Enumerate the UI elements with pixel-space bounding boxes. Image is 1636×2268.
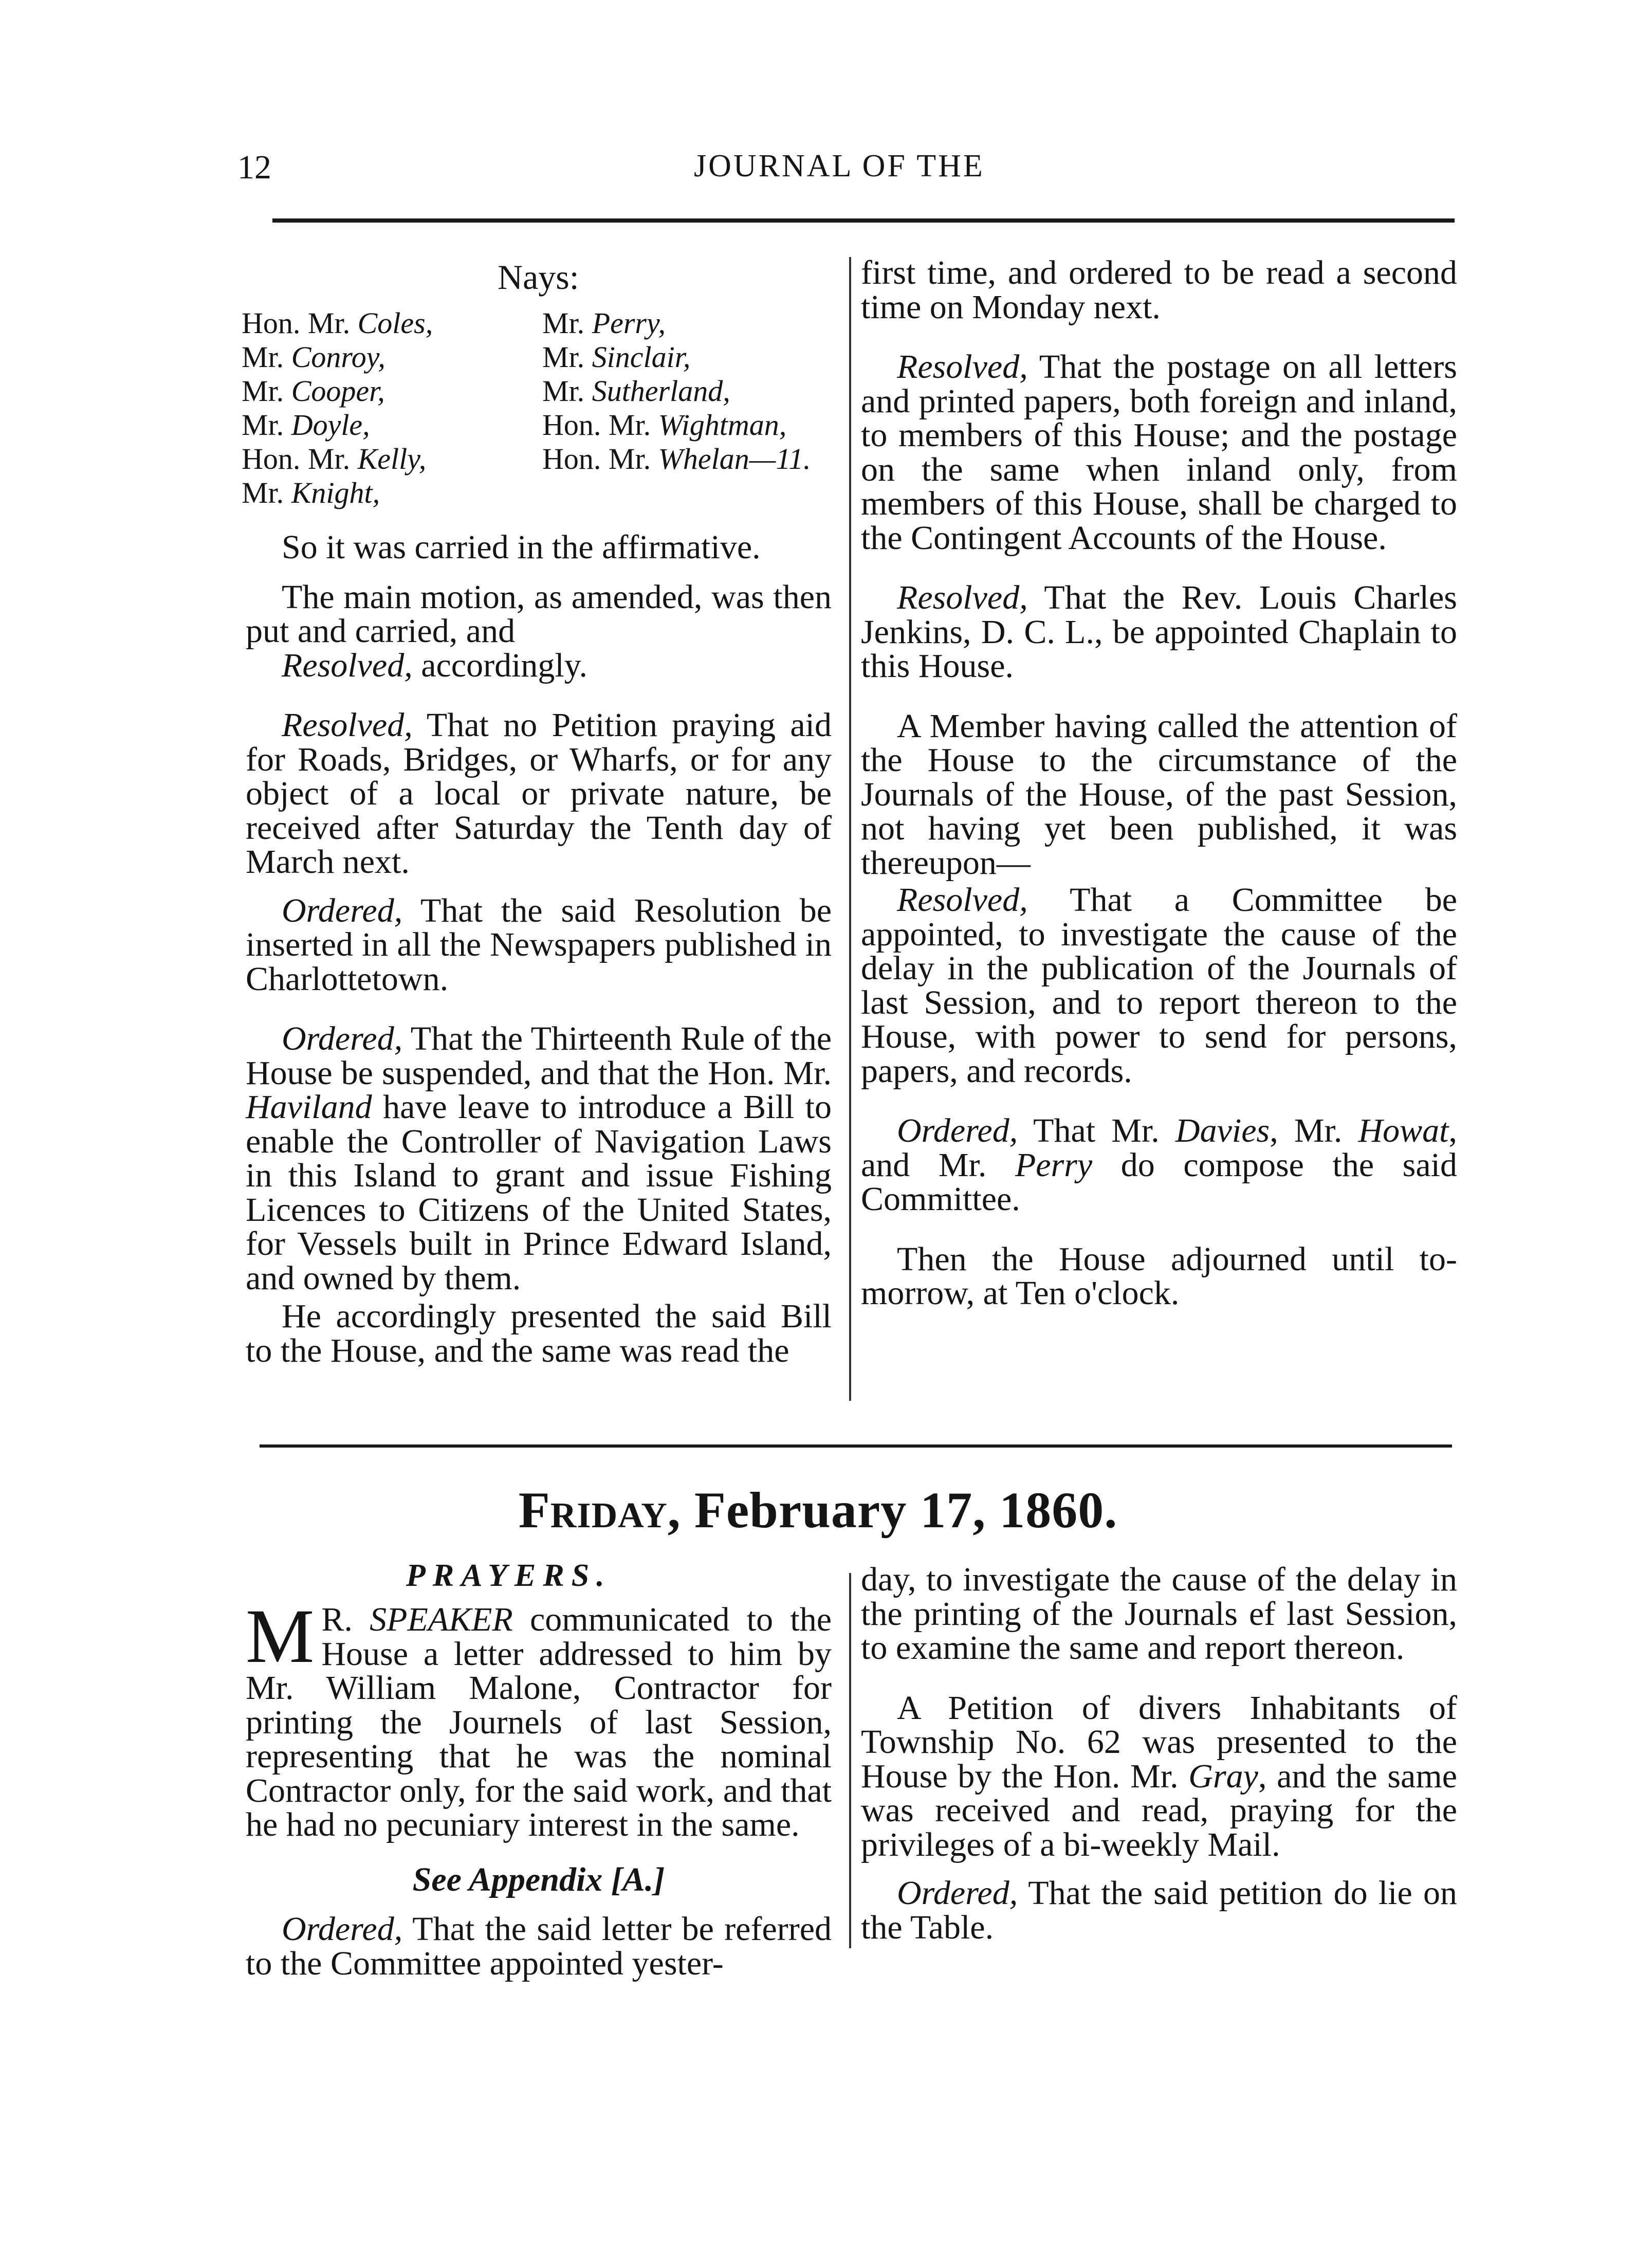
nays-entry: Hon. Mr. Kelly, <box>242 442 427 475</box>
section-heading: Friday, February 17, 1860. <box>518 1481 1118 1539</box>
header-rule <box>272 218 1455 223</box>
nays-entry: Hon. Mr. Wightman, <box>542 408 787 442</box>
paragraph: Ordered, That the said Resolution be inserted in all the Newspapers published in Charlottetown. <box>246 891 832 998</box>
nays-list-left <box>242 306 433 510</box>
paragraph: A Petition of divers Inhabitants of Township No. 62 was presented to the House by the Hon. Mr. Gray, and the same was received and read, praying for the privileges of a bi-weekly Mail. <box>861 1689 1457 1863</box>
paragraph: Ordered, That Mr. Davies, Mr. Howat, and Mr. Perry do compose the said Committee. <box>861 1112 1457 1218</box>
paragraph: So it was carried in the affirmative. <box>282 528 761 566</box>
right-column <box>861 256 1457 1311</box>
nays-entry: Mr. Doyle, <box>242 408 370 442</box>
nays-entry: Mr. Perry, <box>542 306 666 340</box>
page-number: 12 <box>237 149 271 186</box>
column-divider <box>849 1573 851 1948</box>
right-column-bottom <box>861 1563 1457 1945</box>
drop-cap: M <box>246 1594 315 1679</box>
left-column-bottom <box>246 1594 832 1982</box>
paragraph: Resolved, That a Committee be appointed, to investigate the cause of the delay in the publication of the Journals of last Session, and to report thereon to the House, with power to send for persons, papers, and records. <box>861 881 1457 1090</box>
paragraph: day, to investigate the cause of the delay in the printing of the Journals ef last Session, to examine the same and report thereon. <box>861 1561 1457 1667</box>
paragraph: Then the House adjourned until to-morrow, at Ten o'clock. <box>861 1240 1457 1312</box>
left-column <box>246 528 832 1369</box>
paragraph: Ordered, That the Thirteenth Rule of the House be suspended, and that the Hon. Mr. Haviland have leave to introduce a Bill to enable the Controller of Navigation Laws in this Island to grant and issue Fishing Licences to Citizens of the United States, for Vessels built in Prince Edward Island, and owned by them. <box>246 1020 832 1297</box>
paragraph: A Member having called the attention of the House to the circumstance of the Journals of the House, of the past Session, not having yet been published, it was thereupon— <box>861 707 1457 882</box>
paragraph: Resolved, accordingly. <box>282 646 587 684</box>
paragraph: M R. SPEAKER communicated to the House a letter addressed to him by Mr. William Malone, Contractor for printing the Journels of last Session, representing that he was the nominal Contractor only, for the said work, and that he had no pecuniary interest in the same. <box>246 1594 832 1843</box>
paragraph: Ordered, That the said letter be referred to the Committee appointed yester- <box>246 1910 832 1982</box>
nays-list-right <box>542 306 811 476</box>
nays-entry: Hon. Mr. Coles, <box>242 306 433 340</box>
appendix-reference: See Appendix [A.] <box>412 1860 665 1898</box>
nays-entry: Mr. Sutherland, <box>542 374 730 408</box>
column-divider <box>849 257 851 1401</box>
paragraph: Ordered, That the said petition do lie on the Table. <box>861 1874 1457 1946</box>
paragraph: Resolved, That the Rev. Louis Charles Jenkins, D. C. L., be appointed Chaplain to this House. <box>861 579 1457 685</box>
nays-entry: Mr. Knight, <box>242 476 380 509</box>
paragraph: He accordingly presented the said Bill to the House, and the same was read the <box>246 1297 832 1369</box>
paragraph: The main motion, as amended, was then put and carried, and <box>246 578 832 650</box>
paragraph: first time, and ordered to be read a second time on Monday next. <box>861 254 1457 326</box>
nays-entry: Mr. Cooper, <box>242 374 385 408</box>
section-rule <box>260 1444 1452 1448</box>
nays-heading: Nays: <box>498 258 579 297</box>
running-title: JOURNAL OF THE <box>694 149 985 184</box>
paragraph: Resolved, That the postage on all letters and printed papers, both foreign and inland, to members of this House; and the postage on the same when inland only, from members of this House, shall be charged to the Contingent Accounts of the House. <box>861 348 1457 557</box>
nays-entry: Mr. Conroy, <box>242 340 385 374</box>
prayers-heading: PRAYERS. <box>406 1558 612 1593</box>
nays-entry: Hon. Mr. Whelan—11. <box>542 442 811 475</box>
nays-entry: Mr. Sinclair, <box>542 340 691 374</box>
paragraph: Resolved, That no Petition praying aid for Roads, Bridges, or Wharfs, or for any object of a local or private nature, be received after Saturday the Tenth day of March next. <box>246 706 832 881</box>
